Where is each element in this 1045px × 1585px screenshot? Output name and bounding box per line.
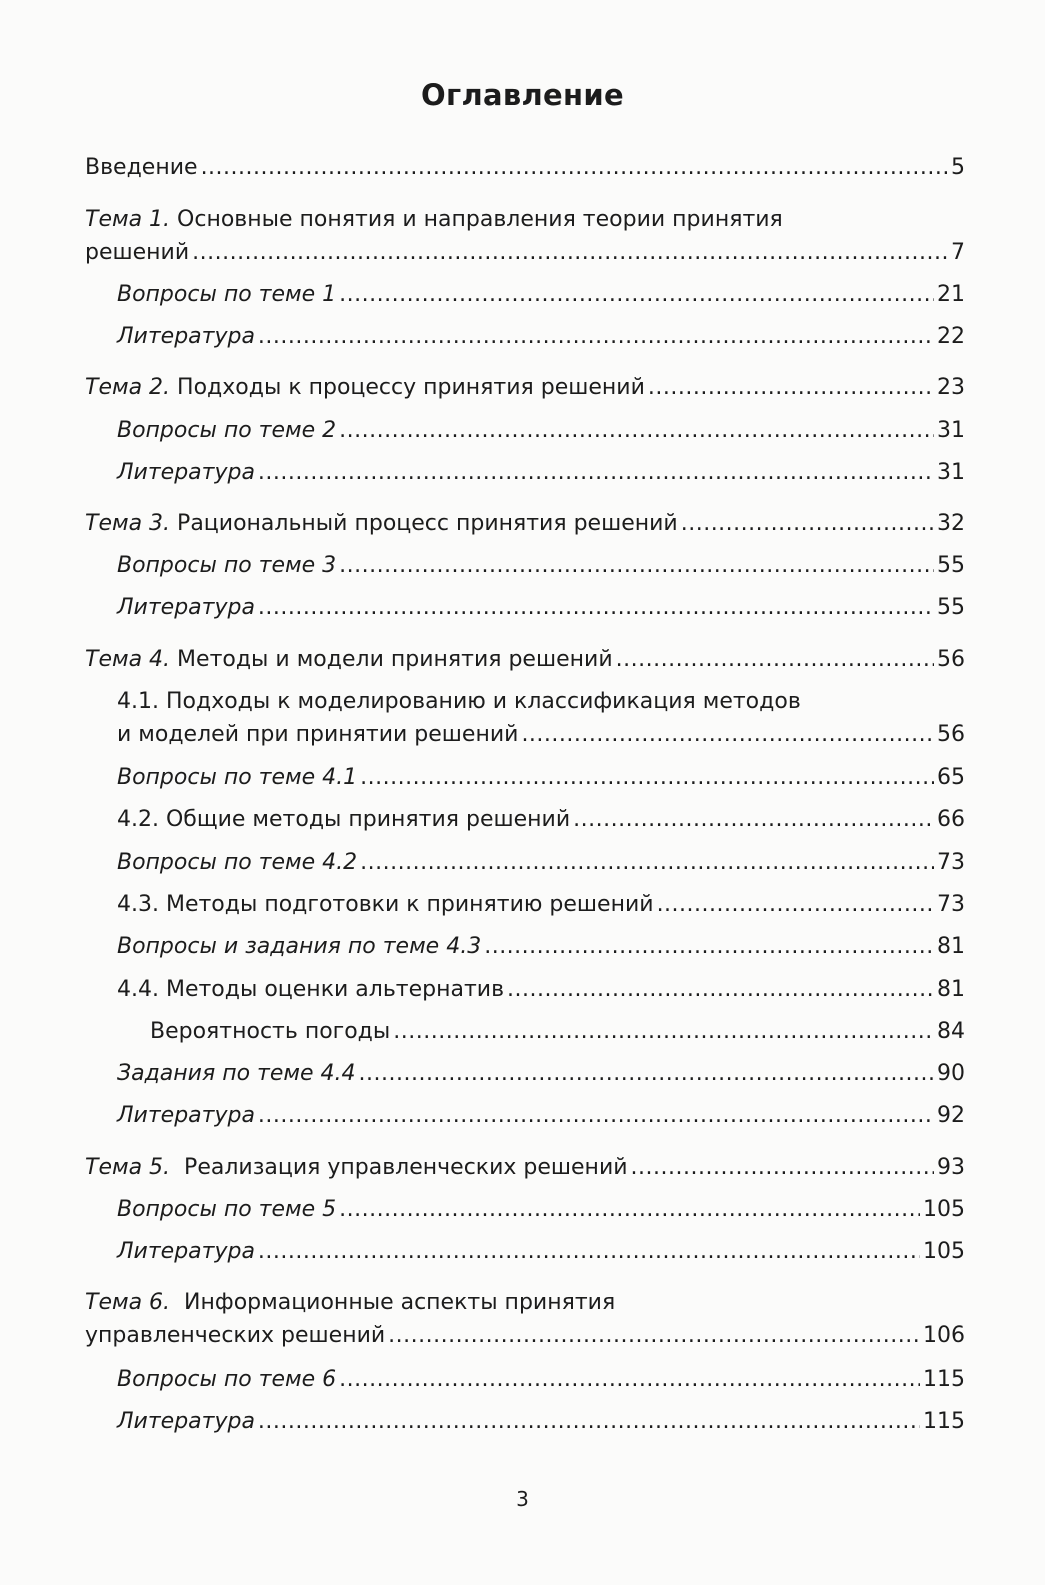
toc-page-number: 22 bbox=[937, 324, 965, 349]
toc-entry-label: Вопросы по теме 6 bbox=[117, 1367, 337, 1392]
toc-entry-label: Введение bbox=[85, 155, 198, 180]
dot-leader bbox=[258, 457, 934, 489]
toc-entry-label-line1: Информационные аспекты принятия bbox=[184, 1290, 616, 1315]
toc-page-number: 93 bbox=[937, 1155, 965, 1180]
toc-entry-label: Вопросы по теме 4.1 bbox=[117, 765, 358, 790]
toc-page-number: 56 bbox=[937, 647, 965, 672]
toc-entry-literature-topic-1[interactable] bbox=[117, 321, 965, 353]
toc-entry-label: Литература bbox=[117, 595, 255, 620]
toc-topic-prefix: Тема 2. bbox=[85, 375, 171, 400]
toc-entry-questions-4-3[interactable] bbox=[117, 931, 965, 963]
dot-leader bbox=[393, 1016, 934, 1048]
toc-topic-prefix: Тема 6. bbox=[85, 1290, 171, 1315]
toc-entry-section-4-1[interactable] bbox=[117, 719, 965, 751]
toc-entry-label: 4.2. Общие методы принятия решений bbox=[117, 807, 571, 832]
toc-page-number: 5 bbox=[951, 155, 965, 180]
dot-leader bbox=[681, 508, 934, 540]
dot-leader bbox=[201, 152, 948, 184]
dot-leader bbox=[521, 719, 934, 751]
toc-entry-questions-topic-3[interactable] bbox=[117, 550, 965, 582]
toc-entry-label: Вероятность погоды bbox=[150, 1019, 391, 1044]
dot-leader bbox=[507, 974, 934, 1006]
toc-entry-label: Вопросы по теме 4.2 bbox=[117, 850, 358, 875]
toc-entry-questions-4-2[interactable] bbox=[117, 847, 965, 879]
toc-page-number: 81 bbox=[937, 934, 965, 959]
dot-leader bbox=[360, 847, 934, 879]
toc-entry-title: Реализация управленческих решений bbox=[184, 1155, 628, 1180]
toc-entry-label bbox=[85, 644, 613, 676]
toc-entry-topic-3[interactable] bbox=[85, 508, 965, 540]
toc-entry-literature-topic-5[interactable] bbox=[117, 1236, 965, 1268]
toc-entry-questions-topic-6[interactable] bbox=[117, 1364, 965, 1396]
toc-entry-title: Методы и модели принятия решений bbox=[177, 647, 613, 672]
toc-entry-label: Вопросы по теме 1 bbox=[117, 282, 337, 307]
toc-entry-topic-6[interactable] bbox=[85, 1320, 965, 1352]
toc-entry-label: 4.4. Методы оценки альтернатив bbox=[117, 977, 505, 1002]
toc-entry-questions-topic-5[interactable] bbox=[117, 1194, 965, 1226]
toc-entry-section-4-1-line1[interactable] bbox=[117, 686, 965, 718]
toc-entry-section-4-4[interactable] bbox=[117, 974, 965, 1006]
toc-entry-literature-topic-6[interactable] bbox=[117, 1406, 965, 1438]
dot-leader bbox=[339, 1194, 920, 1226]
dot-leader bbox=[339, 279, 934, 311]
toc-entry-questions-topic-1[interactable] bbox=[117, 279, 965, 311]
dot-leader bbox=[631, 1152, 934, 1184]
toc-page-number: 31 bbox=[937, 460, 965, 485]
toc-entry-topic-1[interactable] bbox=[85, 237, 965, 269]
toc-entry-label: Литература bbox=[117, 1239, 255, 1264]
dot-leader bbox=[657, 889, 934, 921]
toc-page-number: 31 bbox=[937, 418, 965, 443]
dot-leader bbox=[258, 1236, 920, 1268]
toc-page-number: 55 bbox=[937, 553, 965, 578]
toc-entry-topic-6-line1[interactable] bbox=[85, 1287, 965, 1319]
toc-page-number: 115 bbox=[923, 1367, 965, 1392]
toc-entry-label: Вопросы по теме 2 bbox=[117, 418, 337, 443]
toc-entry-title: Рациональный процесс принятия решений bbox=[177, 511, 678, 536]
toc-entry-topic-4[interactable] bbox=[85, 644, 965, 676]
toc-entry-literature-topic-2[interactable] bbox=[117, 457, 965, 489]
dot-leader bbox=[360, 762, 934, 794]
toc-entry-topic-2[interactable] bbox=[85, 372, 965, 404]
toc-entry-label: Литература bbox=[117, 324, 255, 349]
toc-entry-literature-topic-4[interactable] bbox=[117, 1100, 965, 1132]
toc-page-number: 21 bbox=[937, 282, 965, 307]
dot-leader bbox=[359, 1058, 935, 1090]
toc-entry-label: Вопросы по теме 3 bbox=[117, 553, 337, 578]
toc-page-number: 84 bbox=[937, 1019, 965, 1044]
toc-topic-prefix: Тема 1. bbox=[85, 207, 171, 232]
toc-entry-label: решений bbox=[85, 240, 190, 265]
dot-leader bbox=[258, 1100, 934, 1132]
toc-page-number: 105 bbox=[923, 1239, 965, 1264]
toc-page-number: 106 bbox=[923, 1323, 965, 1348]
toc-entry-label: Задания по теме 4.4 bbox=[117, 1061, 356, 1086]
page-number: 3 bbox=[516, 1487, 529, 1511]
toc-page-number: 73 bbox=[937, 850, 965, 875]
toc-entry-label bbox=[85, 1152, 628, 1184]
dot-leader bbox=[339, 550, 934, 582]
dot-leader bbox=[258, 1406, 920, 1438]
toc-entry-label bbox=[85, 372, 645, 404]
toc-entry-tasks-4-4[interactable] bbox=[117, 1058, 965, 1090]
toc-page-number: 55 bbox=[937, 595, 965, 620]
dot-leader bbox=[573, 804, 934, 836]
toc-page-number: 66 bbox=[937, 807, 965, 832]
toc-page-number: 115 bbox=[923, 1409, 965, 1434]
toc-entry-literature-topic-3[interactable] bbox=[117, 592, 965, 624]
toc-entry-label: управленческих решений bbox=[85, 1323, 386, 1348]
dot-leader bbox=[339, 415, 934, 447]
toc-entry-label: и моделей при принятии решений bbox=[117, 722, 519, 747]
dot-leader bbox=[484, 931, 934, 963]
toc-page-number: 32 bbox=[937, 511, 965, 536]
toc-entry-section-4-3[interactable] bbox=[117, 889, 965, 921]
toc-entry-section-4-2[interactable] bbox=[117, 804, 965, 836]
dot-leader bbox=[192, 237, 948, 269]
toc-entry-title: Подходы к процессу принятия решений bbox=[177, 375, 645, 400]
toc-entry-label: Литература bbox=[117, 460, 255, 485]
toc-page-number: 90 bbox=[937, 1061, 965, 1086]
dot-leader bbox=[616, 644, 934, 676]
dot-leader bbox=[648, 372, 934, 404]
toc-entry-questions-4-1[interactable] bbox=[117, 762, 965, 794]
toc-entry-topic-1-line1[interactable] bbox=[85, 204, 965, 236]
toc-entry-label-line1: Основные понятия и направления теории принятия bbox=[177, 207, 783, 232]
dot-leader bbox=[258, 592, 934, 624]
toc-entry-label: Литература bbox=[117, 1103, 255, 1128]
toc-page-number: 73 bbox=[937, 892, 965, 917]
toc-page-number: 7 bbox=[951, 240, 965, 265]
toc-entry-label-line1: 4.1. Подходы к моделированию и классификация методов bbox=[117, 689, 801, 714]
toc-entry-topic-5[interactable] bbox=[85, 1152, 965, 1184]
toc-topic-prefix: Тема 5. bbox=[85, 1155, 171, 1180]
toc-page-number: 23 bbox=[937, 375, 965, 400]
toc-entry-weather-probability[interactable] bbox=[150, 1016, 965, 1048]
toc-page-number: 105 bbox=[923, 1197, 965, 1222]
toc-page-number: 92 bbox=[937, 1103, 965, 1128]
toc-entry-label: Литература bbox=[117, 1409, 255, 1434]
toc-page-number: 81 bbox=[937, 977, 965, 1002]
toc-entry-label: 4.3. Методы подготовки к принятию решений bbox=[117, 892, 654, 917]
toc-page-number: 65 bbox=[937, 765, 965, 790]
toc-page-number: 56 bbox=[937, 722, 965, 747]
dot-leader bbox=[339, 1364, 920, 1396]
toc-entry-introduction[interactable] bbox=[85, 152, 965, 184]
toc-entry-questions-topic-2[interactable] bbox=[117, 415, 965, 447]
toc-entry-label: Вопросы по теме 5 bbox=[117, 1197, 337, 1222]
page-title: Оглавление bbox=[421, 78, 624, 112]
toc-topic-prefix: Тема 4. bbox=[85, 647, 171, 672]
toc-entry-label bbox=[85, 508, 678, 540]
toc-topic-prefix: Тема 3. bbox=[85, 511, 171, 536]
toc-entry-label: Вопросы и задания по теме 4.3 bbox=[117, 934, 482, 959]
dot-leader bbox=[258, 321, 934, 353]
dot-leader bbox=[388, 1320, 920, 1352]
